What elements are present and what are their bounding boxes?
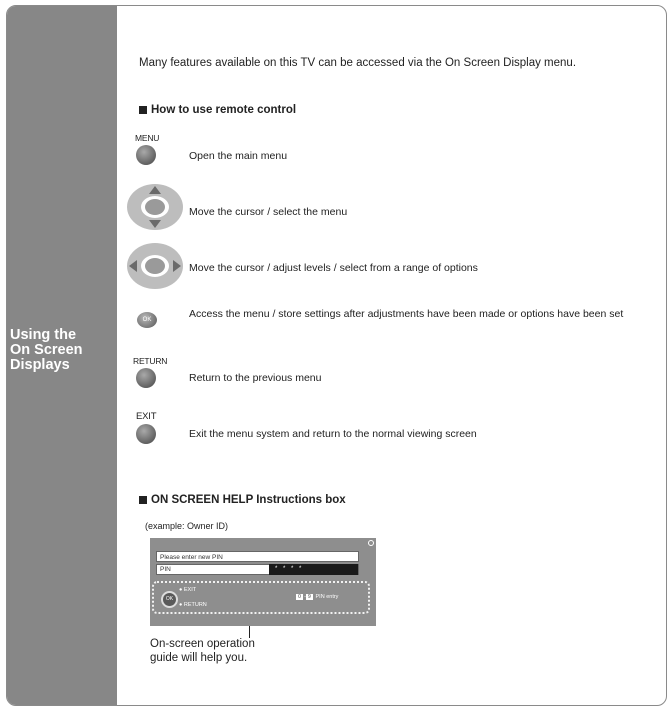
guide-exit-label: ● EXIT — [179, 587, 197, 593]
guide-return-text: RETURN — [183, 602, 207, 608]
help-caption-line-2: guide will help you. — [150, 652, 248, 664]
help-heading-text: ON SCREEN HELP Instructions box — [151, 494, 346, 506]
return-button-label: RETURN — [133, 356, 168, 366]
exit-button-label: EXIT — [136, 411, 157, 422]
page-frame — [6, 5, 667, 706]
content — [117, 6, 666, 705]
guide-pin-entry-text: PIN entry — [315, 594, 339, 600]
sidebar-title-line-2: On Screen — [10, 342, 83, 358]
help-heading — [139, 494, 346, 506]
square-bullet-icon — [139, 496, 147, 504]
cursor-select-row-text: Move the cursor / select the menu — [189, 206, 348, 218]
osd-guide — [152, 581, 370, 614]
guide-pin-entry: 0 - 9 PIN entry — [298, 594, 339, 600]
return-row-text: Return to the previous menu — [189, 372, 322, 384]
osd-pin-row — [156, 564, 359, 575]
sidebar-title — [10, 328, 83, 373]
square-bullet-icon — [139, 106, 147, 114]
osd-corner-icon — [368, 540, 374, 546]
remote-heading — [139, 104, 296, 116]
guide-key-to: 9 — [307, 594, 311, 600]
menu-row-text: Open the main menu — [189, 150, 288, 162]
osd-pin-label: PIN — [160, 566, 171, 573]
ok-button-label: OK — [142, 317, 152, 323]
return-button-icon — [136, 368, 156, 388]
help-example: (example: Owner ID) — [145, 521, 229, 531]
osd-prompt: Please enter new PIN — [156, 551, 359, 562]
menu-button-icon — [136, 145, 156, 165]
cursor-left-right-icon — [125, 241, 185, 291]
intro-text: Many features available on this TV can be accessed via the On Screen Display menu. — [139, 57, 577, 69]
ok-row-text: Access the menu / store settings after adjustments have been made or options have been set — [189, 308, 624, 320]
guide-return-label: ● RETURN — [179, 602, 207, 608]
help-caption-line-1: On-screen operation — [150, 638, 255, 650]
remote-heading-text: How to use remote control — [151, 104, 297, 116]
guide-exit-text: EXIT — [183, 587, 197, 593]
guide-ok-icon: OK — [161, 591, 178, 608]
cursor-adjust-row-text: Move the cursor / adjust levels / select from a range of options — [189, 262, 478, 274]
exit-button-icon — [136, 424, 156, 444]
osd-help-box — [150, 538, 376, 626]
guide-key-from: 0 — [298, 594, 302, 600]
osd-pin-value: * * * * — [269, 564, 358, 575]
sidebar-title-line-3: Displays — [10, 357, 70, 373]
menu-button-label: MENU — [135, 133, 160, 143]
help-caption — [150, 637, 255, 665]
ok-button-icon — [137, 312, 157, 328]
sidebar — [7, 6, 117, 705]
exit-row-text: Exit the menu system and return to the normal viewing screen — [189, 428, 477, 440]
sidebar-title-line-1: Using the — [10, 327, 77, 343]
cursor-up-down-icon — [125, 182, 185, 232]
